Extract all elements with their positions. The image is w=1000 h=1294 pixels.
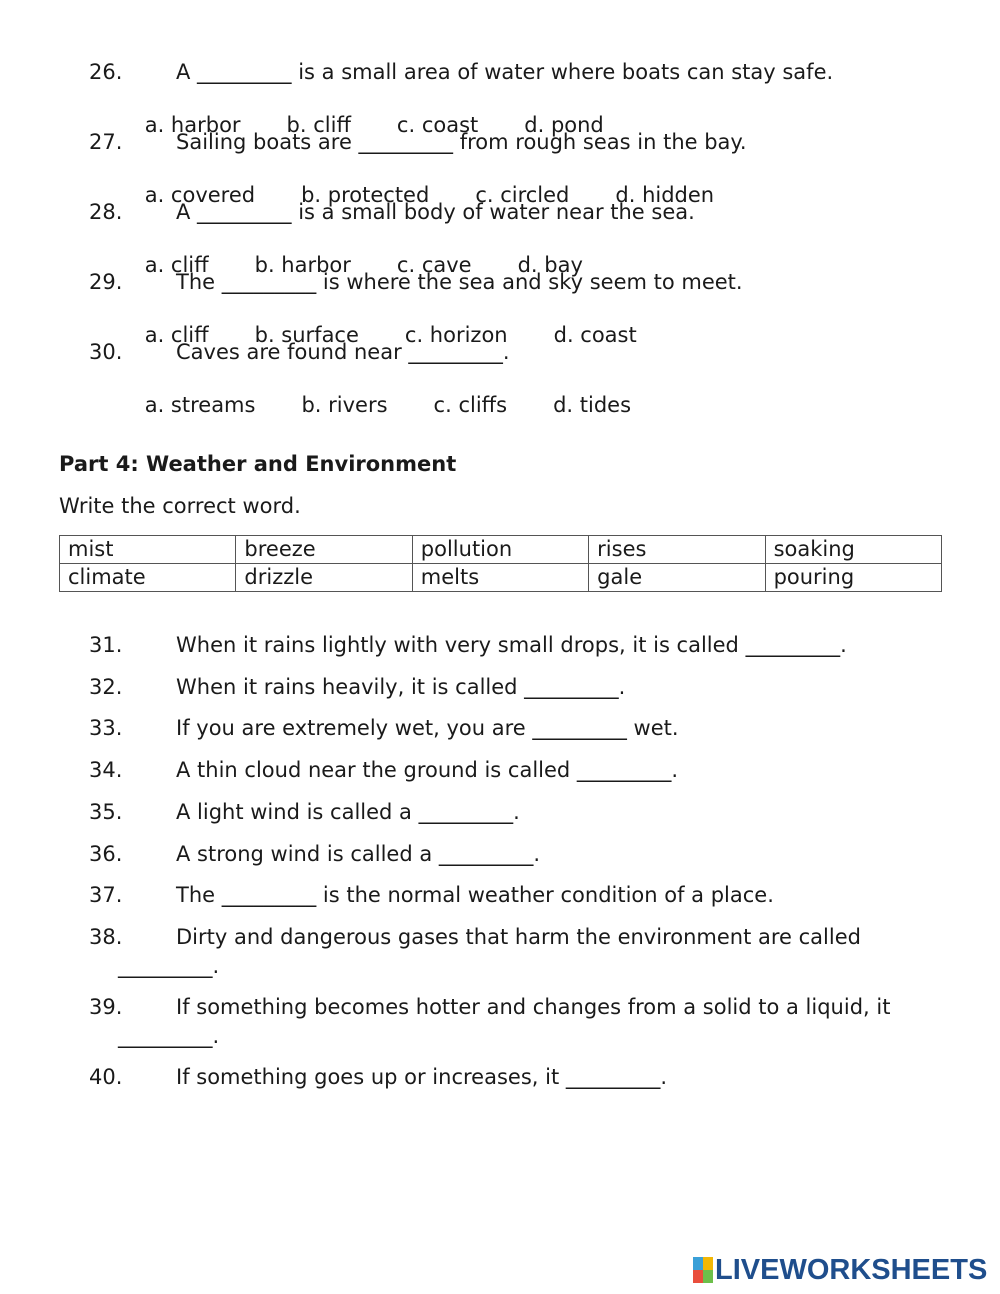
logo-square-4 — [703, 1270, 713, 1283]
question-number: 26. — [89, 60, 123, 84]
question-text: Sailing boats are _________ from rough seas in the bay. — [176, 130, 747, 154]
question-number: 39. — [89, 995, 123, 1019]
word-bank-cell: pouring — [765, 564, 941, 592]
question-number: 30. — [89, 340, 123, 364]
question-text: Caves are found near _________. — [176, 340, 510, 364]
word-bank-table — [59, 535, 942, 592]
word-bank-cell: mist — [60, 536, 236, 564]
option-c[interactable]: c. horizon — [404, 323, 508, 347]
option-c[interactable]: c. cliffs — [433, 393, 508, 417]
question-text[interactable]: When it rains heavily, it is called _________. — [176, 675, 626, 699]
option-d[interactable]: d. tides — [553, 393, 632, 417]
question-number: 36. — [89, 842, 123, 866]
question-number: 37. — [89, 883, 123, 907]
question-number: 28. — [89, 200, 123, 224]
question-number: 29. — [89, 270, 123, 294]
question-number: 35. — [89, 800, 123, 824]
logo-square-3 — [693, 1270, 703, 1283]
question-number: 32. — [89, 675, 123, 699]
option-d[interactable]: d. coast — [553, 323, 637, 347]
option-c[interactable]: c. circled — [475, 183, 570, 207]
question-text[interactable]: When it rains lightly with very small drops, it is called _________. — [176, 633, 847, 657]
question-text[interactable]: If something goes up or increases, it _________. — [176, 1065, 668, 1089]
question-text[interactable]: A strong wind is called a _________. — [176, 842, 541, 866]
question-number: 40. — [89, 1065, 123, 1089]
question-number: 38. — [89, 925, 123, 949]
word-bank-row — [60, 564, 942, 592]
option-d[interactable]: d. bay — [517, 253, 583, 277]
answer-options — [118, 369, 677, 441]
word-bank-cell: melts — [412, 564, 588, 592]
brand-name: LIVEWORKSHEETS — [715, 1253, 988, 1286]
question-text: A _________ is a small body of water near the sea. — [176, 200, 695, 224]
option-a[interactable]: a. cliff — [144, 323, 209, 347]
option-b[interactable]: b. harbor — [254, 253, 351, 277]
answer-blank[interactable]: _________. — [118, 954, 220, 978]
option-a[interactable]: a. covered — [144, 183, 256, 207]
option-d[interactable]: d. pond — [524, 113, 604, 137]
question-text: The _________ is where the sea and sky seem to meet. — [176, 270, 743, 294]
option-c[interactable]: c. cave — [396, 253, 472, 277]
option-a[interactable]: a. cliff — [144, 253, 209, 277]
question-text[interactable]: The _________ is the normal weather condition of a place. — [176, 883, 774, 907]
logo-square-1 — [693, 1257, 703, 1270]
section-instruction: Write the correct word. — [59, 494, 301, 518]
question-number: 27. — [89, 130, 123, 154]
option-d[interactable]: d. hidden — [615, 183, 715, 207]
question-text[interactable]: A thin cloud near the ground is called _________. — [176, 758, 679, 782]
answer-blank[interactable]: _________. — [118, 1024, 220, 1048]
logo-square-2 — [703, 1257, 713, 1270]
option-b[interactable]: b. rivers — [301, 393, 388, 417]
section-title: Part 4: Weather and Environment — [59, 452, 457, 476]
question-text: A _________ is a small area of water where boats can stay safe. — [176, 60, 834, 84]
liveworksheets-logo — [693, 1255, 987, 1285]
option-b[interactable]: b. surface — [254, 323, 359, 347]
option-b[interactable]: b. cliff — [286, 113, 351, 137]
word-bank-row — [60, 536, 942, 564]
option-a[interactable]: a. harbor — [144, 113, 241, 137]
logo-icon — [693, 1257, 713, 1283]
question-number: 31. — [89, 633, 123, 657]
word-bank-cell: rises — [589, 536, 765, 564]
question-text[interactable]: A light wind is called a _________. — [176, 800, 520, 824]
word-bank-cell: breeze — [236, 536, 412, 564]
question-number: 34. — [89, 758, 123, 782]
word-bank-cell: soaking — [765, 536, 941, 564]
word-bank-cell: pollution — [412, 536, 588, 564]
word-bank-cell: climate — [60, 564, 236, 592]
word-bank-cell: gale — [589, 564, 765, 592]
question-number: 33. — [89, 716, 123, 740]
option-c[interactable]: c. coast — [396, 113, 479, 137]
question-text[interactable]: If you are extremely wet, you are _________ wet. — [176, 716, 679, 740]
option-b[interactable]: b. protected — [301, 183, 430, 207]
word-bank-cell: drizzle — [236, 564, 412, 592]
question-text: If something becomes hotter and changes from a solid to a liquid, it — [176, 995, 891, 1019]
option-a[interactable]: a. streams — [144, 393, 256, 417]
question-text: Dirty and dangerous gases that harm the environment are called — [176, 925, 861, 949]
